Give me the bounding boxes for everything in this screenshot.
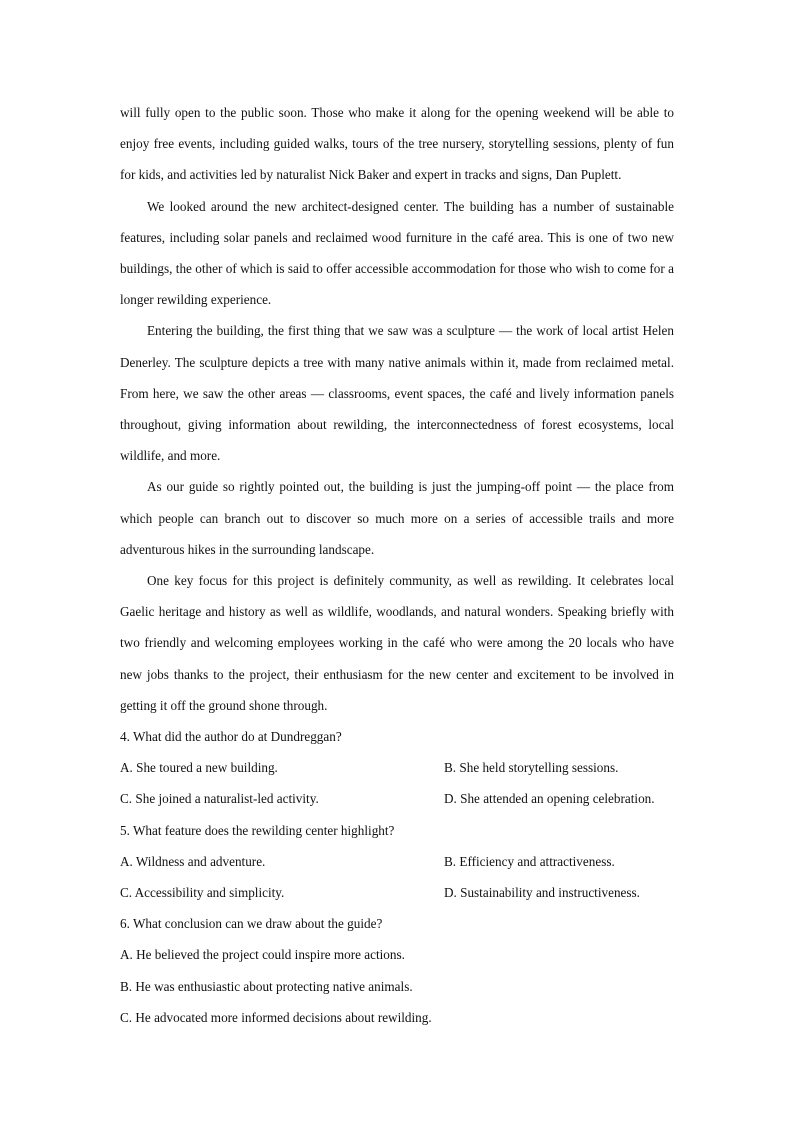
question-6	[120, 908, 674, 1033]
paragraph-5: One key focus for this project is definitely community, as well as rewilding. It celebrates local Gaelic heritage and history as well as wildlife, woodlands, and natural wonders. Speaking briefly with two friendly and welcoming employees working in the café who were among the 20 locals who have new jobs thanks to the project, their enthusiasm for the new center and excitement to be involved in getting it off the ground shone through.	[120, 573, 674, 713]
question-6-option-b: B. He was enthusiastic about protecting native animals.	[120, 978, 413, 994]
question-4-option-c: C. She joined a naturalist-led activity.	[120, 791, 319, 807]
paragraph-2: We looked around the new architect-designed center. The building has a number of sustainable features, including solar panels and reclaimed wood furniture in the café area. This is one of two new buildings, the other of which is said to offer accessible accommodation for those who wish to come for a longer rewilding experience.	[120, 198, 674, 308]
document-page	[120, 97, 674, 1033]
paragraph-1: will fully open to the public soon. Those who make it along for the opening weekend will be able to enjoy free events, including guided walks, tours of the tree nursery, storytelling sessions, plenty of fun for kids, and activities led by naturalist Nick Baker and expert in tracks and signs, Dan Puplett.	[120, 105, 674, 183]
question-5-text: 5. What feature does the rewilding center highlight?	[120, 822, 395, 838]
question-5-option-d: D. Sustainability and instructiveness.	[444, 885, 640, 901]
question-6-option-a: A. He believed the project could inspire more actions.	[120, 947, 405, 963]
question-5-option-a: A. Wildness and adventure.	[120, 853, 266, 869]
question-4-options	[120, 752, 674, 814]
question-4-option-d: D. She attended an opening celebration.	[444, 791, 655, 807]
paragraph-3: Entering the building, the first thing that we saw was a sculpture — the work of local artist Helen Denerley. The sculpture depicts a tree with many native animals within it, made from reclaimed metal. From here, we saw the other areas — classrooms, event spaces, the café and lively information panels throughout, giving information about rewilding, the interconnectedness of forest ecosystems, local wildlife, and more.	[120, 323, 674, 464]
question-5-option-c: C. Accessibility and simplicity.	[120, 885, 285, 901]
question-5	[120, 815, 674, 909]
question-4	[120, 721, 674, 815]
question-6-text: 6. What conclusion can we draw about the guide?	[120, 916, 383, 932]
passage	[120, 97, 674, 721]
question-4-text: 4. What did the author do at Dundreggan?	[120, 729, 342, 745]
question-5-options	[120, 846, 674, 908]
paragraph-4: As our guide so rightly pointed out, the building is just the jumping-off point — the place from which people can branch out to discover so much more on a series of accessible trails and more adventurous hikes in the surrounding landscape.	[120, 479, 674, 557]
question-6-option-c: C. He advocated more informed decisions about rewilding.	[120, 1009, 432, 1025]
question-4-option-a: A. She toured a new building.	[120, 760, 278, 776]
question-4-option-b: B. She held storytelling sessions.	[444, 760, 619, 776]
question-5-option-b: B. Efficiency and attractiveness.	[444, 853, 615, 869]
